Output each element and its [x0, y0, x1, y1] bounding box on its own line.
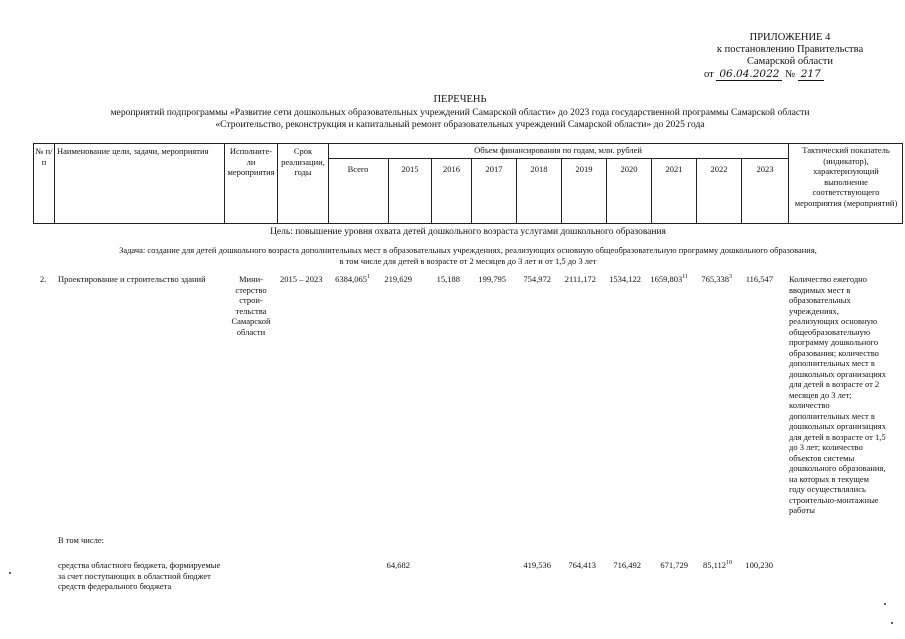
col-header-funding: Объем финансирования по годам, млн. рублей: [474, 145, 642, 155]
col-header-period: Срок реализации, годы: [281, 146, 325, 177]
subrow-2018: 419,536: [523, 560, 551, 570]
col-header-year: 2022: [710, 164, 728, 174]
col-header-year: 2019: [575, 164, 593, 174]
col-header-year: 2021: [665, 164, 683, 174]
col-header-total: Всего: [347, 164, 369, 174]
col-header-year: 2017: [485, 164, 503, 174]
row-2018: 754,972: [523, 274, 551, 284]
row-executor: Мини-стерство строи-тельства Самарской области: [231, 274, 271, 337]
subrow-2023: 100,230: [745, 560, 773, 570]
col-header-year: 2015: [401, 164, 419, 174]
row-indicator: Количество ежегодно вводимых мест в образовательных учреждениях, реализующих основную общеобразовательную программу дошкольного образования; количество дополнительных мест в дошкольных организациях для детей в возрасте от 2 месяцев до 3 лет; количество дополнительных мест в дошкольных организациях для детей в возрасте от 1,5 до 3 лет; количество объектов системы дошкольного образования, на которых в текущем году осуществлялись строительно-монтажные работы: [789, 274, 886, 515]
row-2015: 219,629: [384, 274, 412, 284]
title-heading: ПЕРЕЧЕНЬ: [433, 94, 487, 105]
row-name: Проектирование и строительство зданий: [58, 274, 206, 284]
subrow-total: 64,682: [386, 560, 410, 570]
appendix-label: ПРИЛОЖЕНИЕ 4: [749, 32, 831, 43]
approval-block: [700, 32, 880, 81]
row-period: 2015 – 2023: [280, 274, 323, 284]
decree-date: 06.04.2022: [716, 68, 782, 81]
task-text: Задача: создание для детей дошкольного возраста дополнительных мест в образовательных учреждениях, реализующих основную общеобразовательную программу дошкольного образования, в том числе для детей в возрасте от 2 месяцев до 3 лет и от 1,5 до 3 лет: [119, 245, 817, 266]
decree-date-line: от 06.04.2022 № 217: [700, 68, 880, 81]
region-label: Самарской области: [747, 56, 833, 67]
table-header: [33, 143, 903, 223]
decree-label: к постановлению Правительства: [716, 44, 864, 55]
row-total: 6384,065$^1$: [335, 274, 370, 284]
document-title: [40, 94, 880, 130]
col-header-executor: Исполните-ли мероприятия: [227, 146, 275, 177]
row-2016: 15,188: [436, 274, 460, 284]
row-2022: 765,338$^3$: [701, 274, 732, 284]
col-header-year: 2016: [443, 164, 460, 174]
scan-speck: [884, 603, 886, 605]
scan-speck: [9, 572, 11, 574]
subrow-name: средства областного бюджета, формируемые за счет поступающих в областной бюджет средств федерального бюджета: [58, 560, 221, 591]
col-header-number: № п/п: [35, 146, 53, 167]
decree-number: 217: [798, 68, 824, 81]
including-label: В том числе:: [58, 535, 104, 545]
row-2019: 2111,172: [564, 274, 596, 284]
col-header-indicator: Тактический показатель (индикатор), характеризующий выполнение соответствующего мероприятия (мероприятий): [794, 145, 898, 208]
scan-speck: [891, 622, 893, 624]
col-header-year: 2018: [530, 164, 548, 174]
title-line-1: мероприятий подпрограммы «Развитие сети дошкольных образовательных учреждений Самарской области» до 2023 года государственной программы Самарской области: [110, 107, 810, 118]
subrow-2020: 716,492: [613, 560, 641, 570]
row-2020: 1534,122: [609, 274, 641, 284]
col-header-year: 2023: [756, 164, 774, 174]
col-header-name: Наименование цели, задачи, мероприятия: [57, 146, 209, 156]
subrow-2021: 671,729: [660, 560, 688, 570]
row-2017: 199,795: [478, 274, 506, 284]
goal-text: Цель: повышение уровня охвата детей дошкольного возраста услугами дошкольного образования: [270, 227, 666, 237]
subrow-2022: 85,112$^{10}$: [702, 560, 732, 570]
row-2023: 116,547: [745, 274, 773, 284]
row-2021: 1659,803$^{11}$: [650, 274, 688, 284]
row-number: 2.: [40, 274, 47, 284]
col-header-year: 2020: [620, 164, 638, 174]
subrow-2019: 764,413: [568, 560, 596, 570]
title-line-2: «Строительство, реконструкция и капитальный ремонт образовательных учреждений Самарской области» до 2025 года: [215, 118, 705, 130]
